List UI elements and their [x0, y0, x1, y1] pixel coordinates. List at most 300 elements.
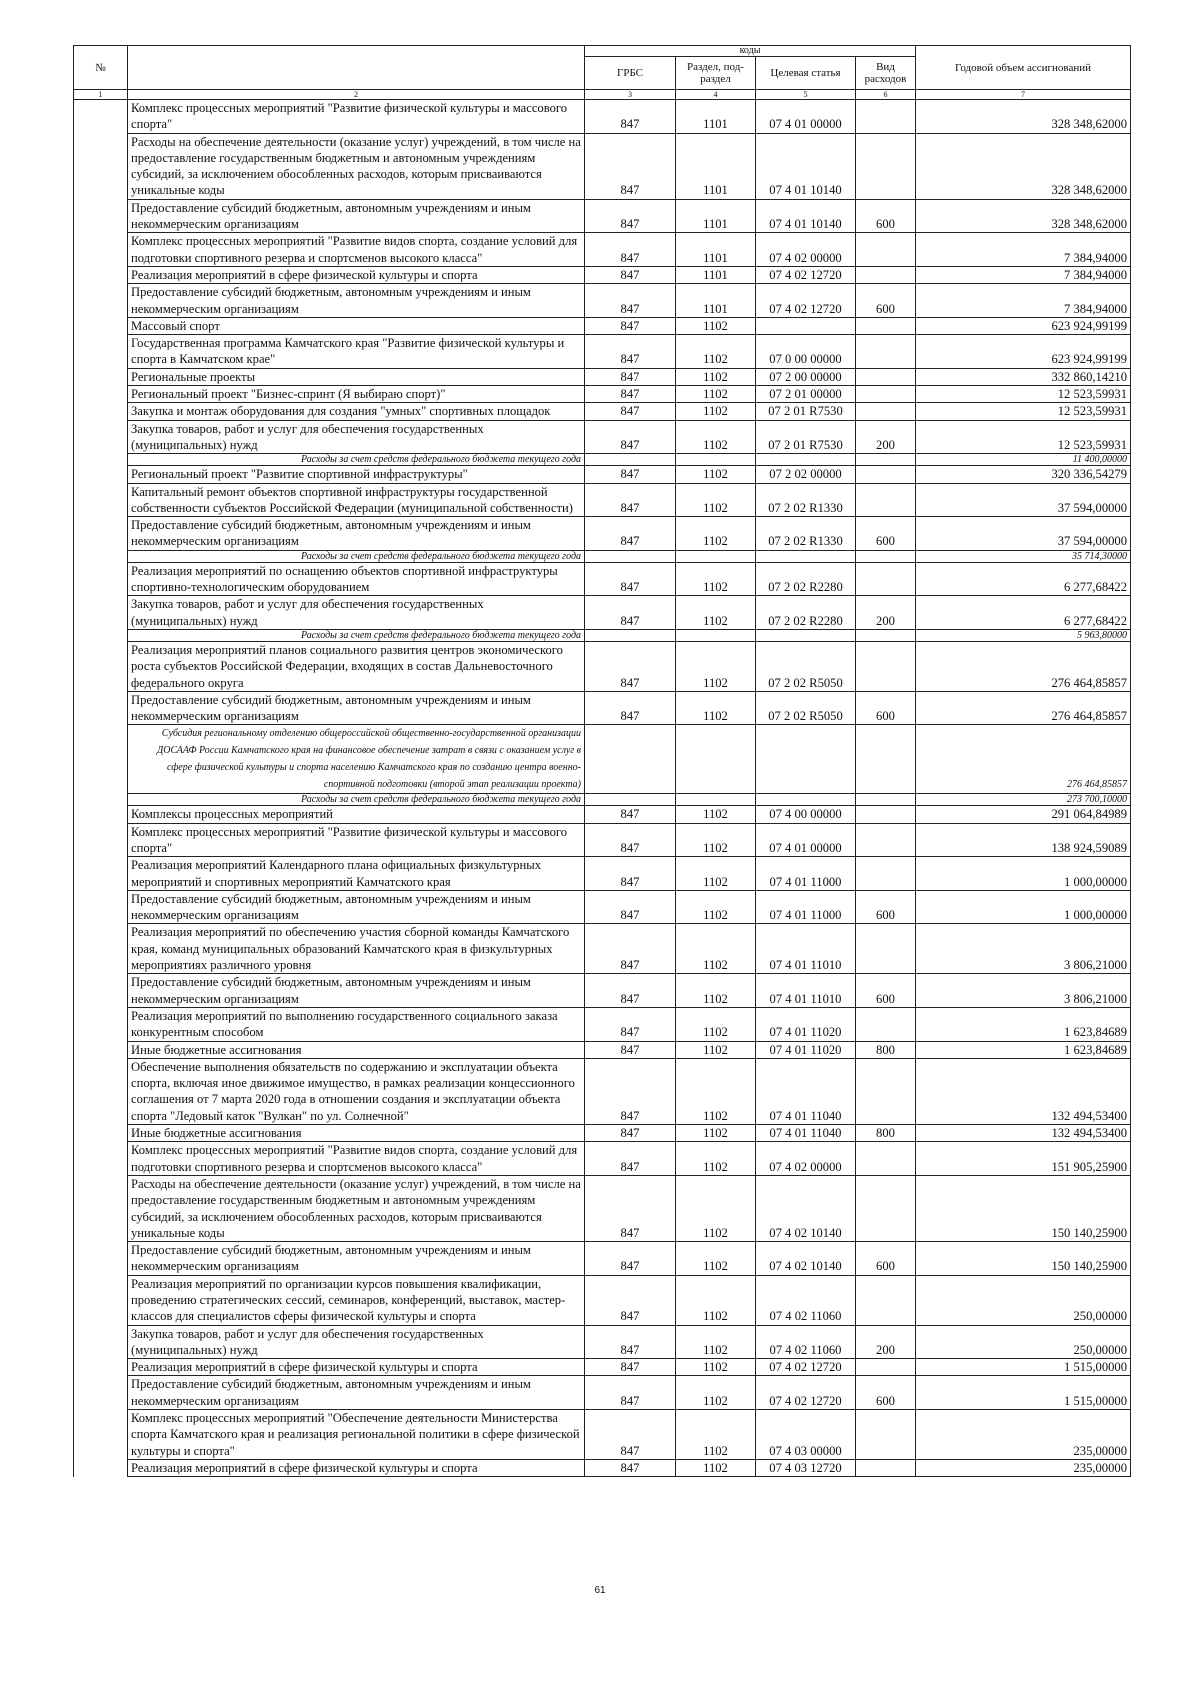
row-description: Расходы за счет средств федерального бюджета текущего года [128, 629, 585, 641]
row-description: Расходы за счет средств федерального бюджета текущего года [128, 454, 585, 466]
table-row [74, 317, 1131, 334]
row-target-article: 07 4 01 11040 [756, 1125, 856, 1142]
row-razdel: 1102 [676, 596, 756, 630]
row-grbs: 847 [585, 368, 676, 385]
row-description: Комплекс процессных мероприятий "Развитие физической культуры и массового спорта" [128, 823, 585, 857]
row-description: Закупка и монтаж оборудования для создания "умных" спортивных площадок [128, 403, 585, 420]
row-amount: 132 494,53400 [916, 1125, 1131, 1142]
table-row [74, 857, 1131, 891]
row-target-article: 07 4 02 12720 [756, 266, 856, 283]
row-expense-type: 600 [856, 1376, 916, 1410]
row-grbs: 847 [585, 1325, 676, 1359]
row-expense-type: 800 [856, 1041, 916, 1058]
row-target-article: 07 2 01 00000 [756, 386, 856, 403]
row-number-cell [74, 1175, 128, 1241]
table-row [74, 1275, 1131, 1325]
row-description: Реализация мероприятий Календарного плана официальных физкультурных мероприятий и спортивных мероприятий Камчатского края [128, 857, 585, 891]
row-target-article: 07 2 02 R5050 [756, 691, 856, 725]
row-grbs [585, 794, 676, 806]
header-expense-type: Вид расходов [856, 57, 916, 90]
row-number-cell [74, 641, 128, 691]
table-row [74, 1142, 1131, 1176]
row-grbs: 847 [585, 100, 676, 134]
row-expense-type [856, 1058, 916, 1124]
row-description: Расходы за счет средств федерального бюджета текущего года [128, 550, 585, 562]
row-description: Региональный проект "Развитие спортивной инфраструктуры" [128, 466, 585, 483]
row-number-cell [74, 454, 128, 466]
row-amount: 328 348,62000 [916, 100, 1131, 134]
row-expense-type [856, 133, 916, 199]
row-razdel [676, 629, 756, 641]
table-row [74, 1058, 1131, 1124]
row-razdel: 1102 [676, 1041, 756, 1058]
row-grbs: 847 [585, 517, 676, 551]
row-number-cell [74, 1275, 128, 1325]
row-grbs: 847 [585, 284, 676, 318]
row-target-article: 07 2 02 R1330 [756, 517, 856, 551]
row-expense-type [856, 335, 916, 369]
row-target-article: 07 2 02 R5050 [756, 641, 856, 691]
table-row [74, 550, 1131, 562]
row-razdel: 1102 [676, 1175, 756, 1241]
row-number-cell [74, 1007, 128, 1041]
row-razdel: 1102 [676, 1058, 756, 1124]
row-target-article: 07 2 02 R2280 [756, 596, 856, 630]
row-description: Государственная программа Камчатского края "Развитие физической культуры и спорта в Камчатском крае" [128, 335, 585, 369]
row-number-cell [74, 562, 128, 596]
row-razdel: 1102 [676, 924, 756, 974]
row-number-cell [74, 335, 128, 369]
table-row [74, 924, 1131, 974]
row-description: Расходы на обеспечение деятельности (оказание услуг) учреждений, в том числе на предоставление государственным бюджетным и автономным учреждениям субсидий, за исключением обособленных расходов, которым присваиваются уникальные коды [128, 133, 585, 199]
row-number-cell [74, 1058, 128, 1124]
row-expense-type [856, 1175, 916, 1241]
table-body [74, 100, 1131, 1477]
row-grbs [585, 629, 676, 641]
row-target-article: 07 2 02 00000 [756, 466, 856, 483]
row-description: Закупка товаров, работ и услуг для обеспечения государственных (муниципальных) нужд [128, 420, 585, 454]
row-target-article: 07 4 02 11060 [756, 1275, 856, 1325]
table-row [74, 890, 1131, 924]
row-description: Комплекс процессных мероприятий "Развитие видов спорта, создание условий для подготовки спортивного резерва и спортсменов высокого класса" [128, 233, 585, 267]
row-description: Комплексы процессных мероприятий [128, 806, 585, 823]
row-expense-type [856, 725, 916, 794]
row-grbs: 847 [585, 1041, 676, 1058]
row-razdel: 1102 [676, 335, 756, 369]
column-number: 4 [676, 90, 756, 100]
row-expense-type: 200 [856, 420, 916, 454]
row-target-article: 07 4 02 00000 [756, 233, 856, 267]
row-amount: 235,00000 [916, 1410, 1131, 1460]
row-number-cell [74, 974, 128, 1008]
row-target-article: 07 2 02 R1330 [756, 483, 856, 517]
row-number-cell [74, 403, 128, 420]
row-number-cell [74, 420, 128, 454]
row-description: Предоставление субсидий бюджетным, автономным учреждениям и иным некоммерческим организациям [128, 1242, 585, 1276]
row-grbs: 847 [585, 1459, 676, 1476]
row-amount: 151 905,25900 [916, 1142, 1131, 1176]
row-grbs: 847 [585, 466, 676, 483]
row-amount: 6 277,68422 [916, 596, 1131, 630]
table-header [74, 46, 1131, 100]
table-row [74, 1410, 1131, 1460]
row-description: Расходы на обеспечение деятельности (оказание услуг) учреждений, в том числе на предоставление государственным бюджетным и автономным учреждениям субсидий, за исключением обособленных расходов, которым присваиваются уникальные коды [128, 1175, 585, 1241]
row-amount: 7 384,94000 [916, 266, 1131, 283]
row-grbs [585, 454, 676, 466]
table-row [74, 284, 1131, 318]
row-description: Реализация мероприятий по обеспечению участия сборной команды Камчатского края, команд муниципальных образований Камчатского края в физкультурных мероприятиях различного уровня [128, 924, 585, 974]
row-razdel: 1102 [676, 1242, 756, 1276]
budget-table-sheet [73, 45, 1130, 1477]
row-grbs [585, 725, 676, 794]
row-description: Реализация мероприятий по оснащению объектов спортивной инфраструктуры спортивно-технологическим оборудованием [128, 562, 585, 596]
row-razdel: 1102 [676, 641, 756, 691]
row-description: Капитальный ремонт объектов спортивной инфраструктуры государственной собственности субъектов Российской Федерации (муниципальной собственности) [128, 483, 585, 517]
row-amount: 1 623,84689 [916, 1041, 1131, 1058]
row-razdel: 1102 [676, 1359, 756, 1376]
row-number-cell [74, 1410, 128, 1460]
table-row [74, 100, 1131, 134]
row-amount: 328 348,62000 [916, 199, 1131, 233]
row-target-article: 07 4 00 00000 [756, 806, 856, 823]
row-razdel: 1101 [676, 100, 756, 134]
row-description: Предоставление субсидий бюджетным, автономным учреждениям и иным некоммерческим организациям [128, 890, 585, 924]
row-expense-type [856, 266, 916, 283]
row-amount: 332 860,14210 [916, 368, 1131, 385]
row-description: Предоставление субсидий бюджетным, автономным учреждениям и иным некоммерческим организациям [128, 517, 585, 551]
row-amount: 1 515,00000 [916, 1359, 1131, 1376]
row-description: Предоставление субсидий бюджетным, автономным учреждениям и иным некоммерческим организациям [128, 1376, 585, 1410]
row-razdel: 1102 [676, 823, 756, 857]
row-amount: 250,00000 [916, 1275, 1131, 1325]
row-grbs: 847 [585, 924, 676, 974]
row-grbs: 847 [585, 266, 676, 283]
row-description: Предоставление субсидий бюджетным, автономным учреждениям и иным некоммерческим организациям [128, 284, 585, 318]
row-description: Массовый спорт [128, 317, 585, 334]
row-amount: 1 000,00000 [916, 890, 1131, 924]
row-number-cell [74, 517, 128, 551]
table-row [74, 1175, 1131, 1241]
row-grbs: 847 [585, 596, 676, 630]
row-razdel: 1102 [676, 1142, 756, 1176]
table-row [74, 629, 1131, 641]
row-number-cell [74, 1142, 128, 1176]
row-expense-type: 600 [856, 890, 916, 924]
row-razdel: 1102 [676, 1007, 756, 1041]
row-razdel: 1101 [676, 266, 756, 283]
row-amount: 1 623,84689 [916, 1007, 1131, 1041]
header-codes: коды [585, 46, 916, 57]
table-row [74, 1007, 1131, 1041]
row-grbs: 847 [585, 1359, 676, 1376]
row-expense-type [856, 100, 916, 134]
row-grbs: 847 [585, 386, 676, 403]
row-grbs: 847 [585, 199, 676, 233]
row-razdel: 1102 [676, 1410, 756, 1460]
row-expense-type: 200 [856, 1325, 916, 1359]
row-expense-type [856, 317, 916, 334]
row-number-cell [74, 199, 128, 233]
row-grbs [585, 550, 676, 562]
table-row [74, 1041, 1131, 1058]
table-row [74, 596, 1131, 630]
row-description: Региональный проект "Бизнес-спринт (Я выбираю спорт)" [128, 386, 585, 403]
row-target-article: 07 4 01 00000 [756, 823, 856, 857]
row-razdel: 1101 [676, 133, 756, 199]
table-row [74, 483, 1131, 517]
row-razdel: 1102 [676, 1459, 756, 1476]
table-row [74, 806, 1131, 823]
row-target-article: 07 4 01 11020 [756, 1041, 856, 1058]
row-number-cell [74, 317, 128, 334]
row-razdel: 1102 [676, 1275, 756, 1325]
row-description: Закупка товаров, работ и услуг для обеспечения государственных (муниципальных) нужд [128, 1325, 585, 1359]
row-expense-type [856, 924, 916, 974]
row-razdel [676, 454, 756, 466]
row-expense-type [856, 1359, 916, 1376]
row-number-cell [74, 550, 128, 562]
column-number: 1 [74, 90, 128, 100]
row-target-article [756, 454, 856, 466]
row-expense-type [856, 368, 916, 385]
row-description: Иные бюджетные ассигнования [128, 1041, 585, 1058]
row-description: Комплекс процессных мероприятий "Развитие физической культуры и массового спорта" [128, 100, 585, 134]
column-number: 7 [916, 90, 1131, 100]
row-target-article [756, 317, 856, 334]
table-row [74, 386, 1131, 403]
row-amount: 5 963,80000 [916, 629, 1131, 641]
table-row [74, 517, 1131, 551]
row-number-cell [74, 857, 128, 891]
row-razdel: 1102 [676, 562, 756, 596]
row-description: Предоставление субсидий бюджетным, автономным учреждениям и иным некоммерческим организациям [128, 691, 585, 725]
row-razdel: 1101 [676, 284, 756, 318]
row-expense-type [856, 483, 916, 517]
header-number: № [74, 46, 128, 90]
row-number-cell [74, 1376, 128, 1410]
row-description: Закупка товаров, работ и услуг для обеспечения государственных (муниципальных) нужд [128, 596, 585, 630]
row-description: Реализация мероприятий по организации курсов повышения квалификации, проведению стратегических сессий, семинаров, конференций, выставок, мастер-классов для специалистов сферы физической культуры и спорта [128, 1275, 585, 1325]
row-grbs: 847 [585, 1142, 676, 1176]
row-amount: 150 140,25900 [916, 1242, 1131, 1276]
row-grbs: 847 [585, 420, 676, 454]
row-amount: 11 400,00000 [916, 454, 1131, 466]
row-number-cell [74, 483, 128, 517]
row-description: Реализация мероприятий в сфере физической культуры и спорта [128, 266, 585, 283]
table-row [74, 794, 1131, 806]
row-number-cell [74, 691, 128, 725]
row-number-cell [74, 1459, 128, 1476]
row-expense-type [856, 794, 916, 806]
row-target-article [756, 794, 856, 806]
row-grbs: 847 [585, 1242, 676, 1276]
header-description [128, 46, 585, 90]
row-target-article: 07 4 02 00000 [756, 1142, 856, 1176]
row-description: Комплекс процессных мероприятий "Обеспечение деятельности Министерства спорта Камчатского края и реализация региональной политики в сфере физической культуры и спорта" [128, 1410, 585, 1460]
row-number-cell [74, 284, 128, 318]
row-number-cell [74, 890, 128, 924]
row-description: Реализация мероприятий планов социального развития центров экономического роста субъектов Российской Федерации, входящих в состав Дальневосточного федерального округа [128, 641, 585, 691]
table-row [74, 1359, 1131, 1376]
row-target-article: 07 0 00 00000 [756, 335, 856, 369]
row-expense-type: 800 [856, 1125, 916, 1142]
row-amount: 3 806,21000 [916, 924, 1131, 974]
table-row [74, 641, 1131, 691]
row-number-cell [74, 1242, 128, 1276]
row-razdel: 1102 [676, 974, 756, 1008]
row-target-article: 07 4 01 10140 [756, 133, 856, 199]
table-row [74, 335, 1131, 369]
row-grbs: 847 [585, 974, 676, 1008]
row-target-article: 07 4 03 00000 [756, 1410, 856, 1460]
row-number-cell [74, 368, 128, 385]
row-target-article: 07 4 03 12720 [756, 1459, 856, 1476]
row-amount: 7 384,94000 [916, 284, 1131, 318]
row-number-cell [74, 100, 128, 134]
row-expense-type [856, 562, 916, 596]
row-grbs: 847 [585, 562, 676, 596]
row-amount: 150 140,25900 [916, 1175, 1131, 1241]
row-razdel: 1102 [676, 386, 756, 403]
row-razdel: 1102 [676, 483, 756, 517]
row-amount: 328 348,62000 [916, 133, 1131, 199]
row-razdel: 1102 [676, 1125, 756, 1142]
row-number-cell [74, 1359, 128, 1376]
table-row [74, 420, 1131, 454]
row-description: Расходы за счет средств федерального бюджета текущего года [128, 794, 585, 806]
table-row [74, 199, 1131, 233]
row-expense-type [856, 550, 916, 562]
row-grbs: 847 [585, 823, 676, 857]
row-grbs: 847 [585, 1175, 676, 1241]
row-amount: 12 523,59931 [916, 386, 1131, 403]
row-razdel: 1102 [676, 806, 756, 823]
row-expense-type [856, 857, 916, 891]
row-amount: 276 464,85857 [916, 691, 1131, 725]
table-row [74, 368, 1131, 385]
column-number: 5 [756, 90, 856, 100]
row-expense-type [856, 466, 916, 483]
row-target-article: 07 4 01 11010 [756, 924, 856, 974]
row-expense-type [856, 1459, 916, 1476]
row-amount: 35 714,30000 [916, 550, 1131, 562]
row-expense-type: 600 [856, 1242, 916, 1276]
row-razdel: 1102 [676, 1325, 756, 1359]
row-amount: 37 594,00000 [916, 517, 1131, 551]
row-grbs: 847 [585, 857, 676, 891]
row-target-article: 07 4 01 10140 [756, 199, 856, 233]
row-target-article: 07 4 01 00000 [756, 100, 856, 134]
row-description: Обеспечение выполнения обязательств по содержанию и эксплуатации объекта спорта, включая иное движимое имущество, в рамках реализации концессионного соглашения от 7 марта 2020 года в отношении создания и эксплуатации объекта спорта "Ледовый каток "Вулкан" по ул. Солнечной" [128, 1058, 585, 1124]
row-amount: 235,00000 [916, 1459, 1131, 1476]
row-description: Реализация мероприятий в сфере физической культуры и спорта [128, 1359, 585, 1376]
table-row [74, 1325, 1131, 1359]
page-number: 61 [594, 1585, 606, 1596]
row-grbs: 847 [585, 1125, 676, 1142]
row-amount: 320 336,54279 [916, 466, 1131, 483]
row-target-article [756, 725, 856, 794]
table-row [74, 1459, 1131, 1476]
row-expense-type: 200 [856, 596, 916, 630]
row-grbs: 847 [585, 806, 676, 823]
row-target-article: 07 4 02 10140 [756, 1175, 856, 1241]
table-row [74, 233, 1131, 267]
row-amount: 623 924,99199 [916, 317, 1131, 334]
row-razdel: 1102 [676, 466, 756, 483]
row-amount: 12 523,59931 [916, 420, 1131, 454]
row-number-cell [74, 794, 128, 806]
row-number-cell [74, 233, 128, 267]
row-amount: 3 806,21000 [916, 974, 1131, 1008]
row-razdel [676, 794, 756, 806]
row-grbs: 847 [585, 641, 676, 691]
row-amount: 273 700,10000 [916, 794, 1131, 806]
header-razdel: Раздел, под-раздел [676, 57, 756, 90]
row-expense-type: 600 [856, 199, 916, 233]
row-target-article: 07 4 02 12720 [756, 1376, 856, 1410]
row-razdel: 1102 [676, 317, 756, 334]
row-target-article: 07 4 01 11020 [756, 1007, 856, 1041]
row-expense-type [856, 1142, 916, 1176]
row-grbs: 847 [585, 335, 676, 369]
row-grbs: 847 [585, 403, 676, 420]
row-razdel: 1102 [676, 368, 756, 385]
row-target-article: 07 4 01 11040 [756, 1058, 856, 1124]
row-expense-type [856, 386, 916, 403]
table-row [74, 403, 1131, 420]
header-volume: Годовой объем ассигнований [916, 46, 1131, 90]
row-expense-type: 600 [856, 691, 916, 725]
row-expense-type: 600 [856, 517, 916, 551]
row-number-cell [74, 596, 128, 630]
row-expense-type [856, 1410, 916, 1460]
row-grbs: 847 [585, 1058, 676, 1124]
row-amount: 250,00000 [916, 1325, 1131, 1359]
row-number-cell [74, 823, 128, 857]
row-number-cell [74, 924, 128, 974]
row-target-article: 07 4 02 11060 [756, 1325, 856, 1359]
row-razdel [676, 550, 756, 562]
row-description: Предоставление субсидий бюджетным, автономным учреждениям и иным некоммерческим организациям [128, 974, 585, 1008]
column-number: 3 [585, 90, 676, 100]
row-number-cell [74, 266, 128, 283]
row-number-cell [74, 806, 128, 823]
row-description: Субсидия региональному отделению общероссийской общественно-государственной организации ДОСААФ России Камчатского края на финансовое обеспечение затрат в связи с оказанием услуг в сфере физической культуры и спорта населению Камчатского края по созданию центра военно-спортивной подготовки (второй этап реализации проекта) [128, 725, 585, 794]
row-description: Комплекс процессных мероприятий "Развитие видов спорта, создание условий для подготовки спортивного резерва и спортсменов высокого класса" [128, 1142, 585, 1176]
row-target-article [756, 550, 856, 562]
row-target-article [756, 629, 856, 641]
row-razdel: 1102 [676, 691, 756, 725]
row-target-article: 07 4 01 11000 [756, 890, 856, 924]
row-expense-type: 600 [856, 974, 916, 1008]
row-razdel: 1102 [676, 1376, 756, 1410]
row-amount: 623 924,99199 [916, 335, 1131, 369]
row-expense-type [856, 1007, 916, 1041]
table-row [74, 133, 1131, 199]
row-target-article: 07 4 02 12720 [756, 284, 856, 318]
row-amount: 132 494,53400 [916, 1058, 1131, 1124]
row-razdel: 1102 [676, 890, 756, 924]
row-expense-type [856, 806, 916, 823]
row-number-cell [74, 466, 128, 483]
row-amount: 7 384,94000 [916, 233, 1131, 267]
row-amount: 276 464,85857 [916, 725, 1131, 794]
row-target-article: 07 2 01 R7530 [756, 403, 856, 420]
row-expense-type [856, 403, 916, 420]
row-razdel [676, 725, 756, 794]
table-row [74, 974, 1131, 1008]
table-row [74, 1242, 1131, 1276]
